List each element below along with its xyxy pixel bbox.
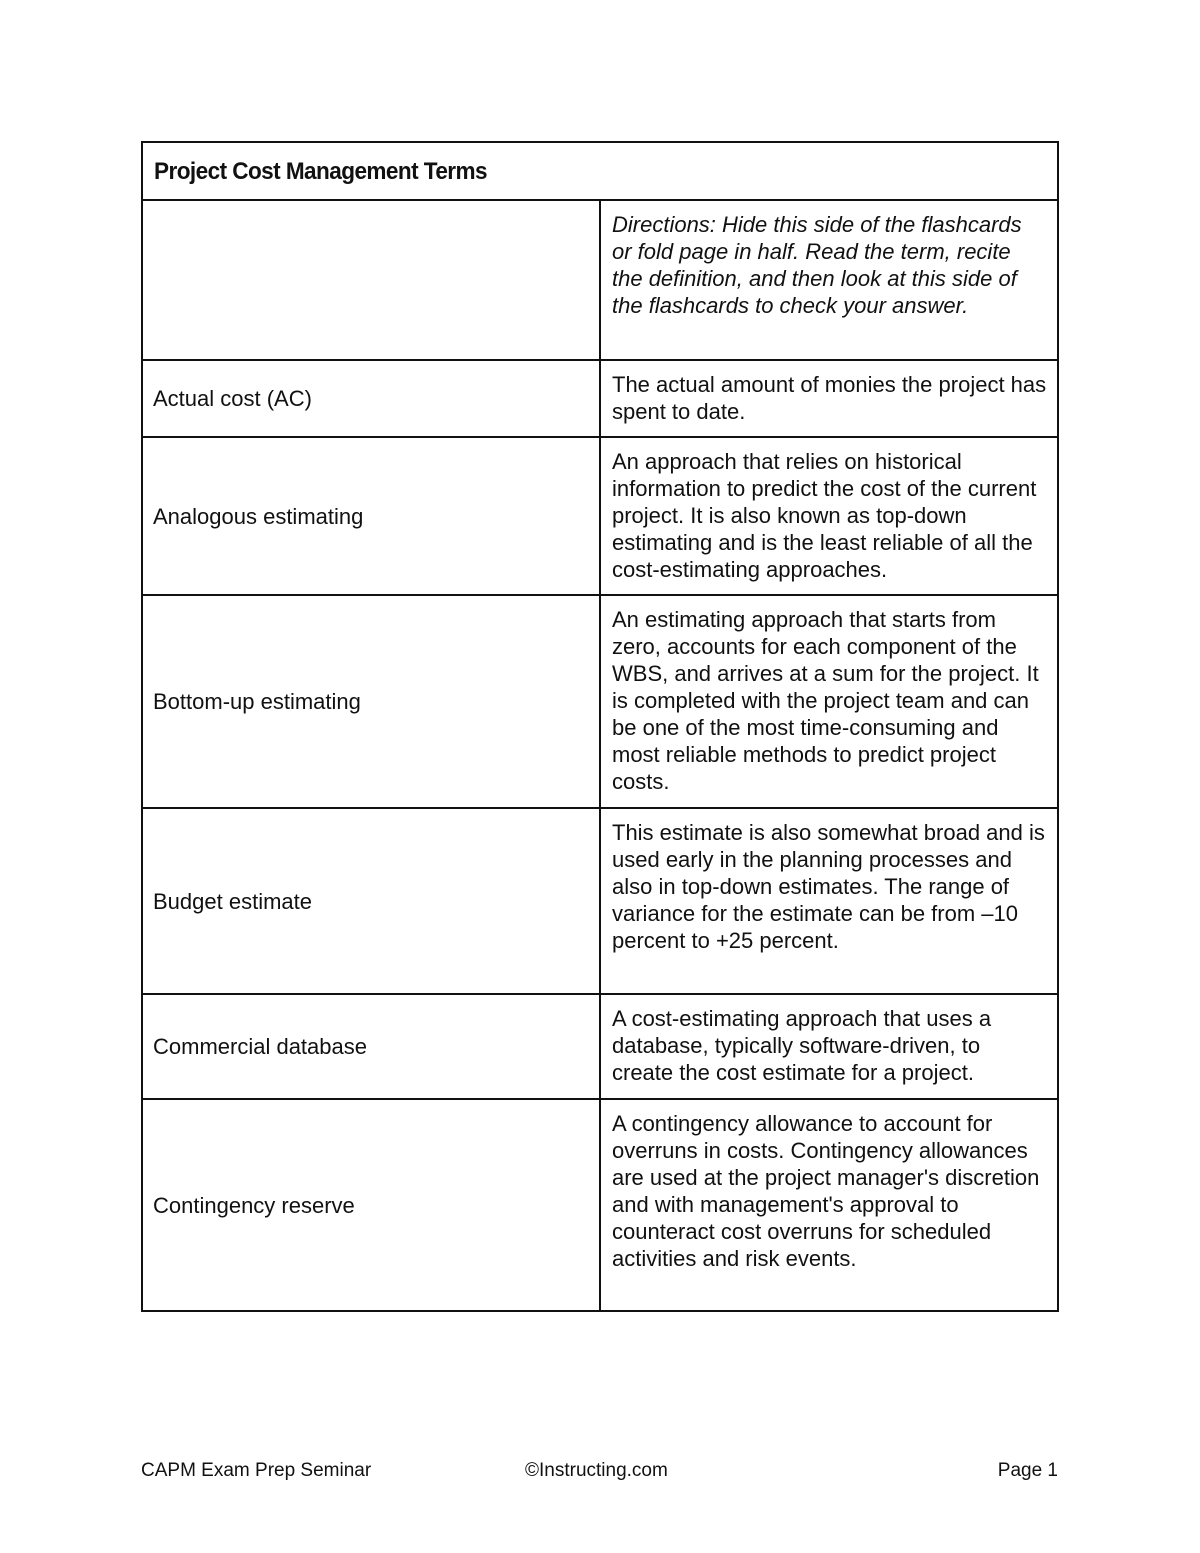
term-cell: Bottom-up estimating: [142, 595, 600, 808]
definition-cell: An approach that relies on historical information to predict the cost of the current project. It is also known as top-down estimating and is the least reliable of all the cost-estimating approaches.: [600, 437, 1058, 595]
directions-text: Directions: Hide this side of the flashcards or fold page in half. Read the term, recite the definition, and then look at this side of the flashcards to check your answer.: [612, 212, 1022, 318]
footer-page-number: Page 1: [997, 1460, 1058, 1481]
definition-cell: An estimating approach that starts from zero, accounts for each component of the WBS, and arrives at a sum for the project. It is completed with the project team and can be one of the most time-consuming and most reliable methods to predict project costs.: [600, 595, 1058, 808]
table-row: [142, 437, 1058, 595]
term-cell: Commercial database: [142, 994, 600, 1099]
directions-row: [142, 200, 1058, 360]
table-row: [142, 808, 1058, 994]
term-cell: Actual cost (AC): [142, 360, 600, 437]
footer-copyright: ©Instructing.com: [525, 1460, 668, 1481]
term-cell: Budget estimate: [142, 808, 600, 994]
table-row: [142, 595, 1058, 808]
definition-cell: This estimate is also somewhat broad and is used early in the planning processes and also in top-down estimates. The range of variance for the estimate can be from –10 percent to +25 percent.: [600, 808, 1058, 994]
term-cell: Contingency reserve: [142, 1099, 600, 1311]
definition-cell: The actual amount of monies the project has spent to date.: [600, 360, 1058, 437]
title-row: [142, 142, 1058, 200]
document-title: Project Cost Management Terms: [154, 157, 487, 185]
definition-cell: A cost-estimating approach that uses a database, typically software-driven, to create the cost estimate for a project.: [600, 994, 1058, 1099]
title-cell: [142, 142, 1058, 200]
flashcard-table: [141, 141, 1059, 1312]
term-cell: Analogous estimating: [142, 437, 600, 595]
blank-term-cell: [142, 200, 600, 360]
table-row: [142, 994, 1058, 1099]
table-row: [142, 1099, 1058, 1311]
footer-seminar-name: CAPM Exam Prep Seminar: [141, 1460, 372, 1481]
table-row: [142, 360, 1058, 437]
directions-cell: [600, 200, 1058, 360]
definition-cell: A contingency allowance to account for overruns in costs. Contingency allowances are used at the project manager's discretion and with management's approval to counteract cost overruns for scheduled activities and risk events.: [600, 1099, 1058, 1311]
